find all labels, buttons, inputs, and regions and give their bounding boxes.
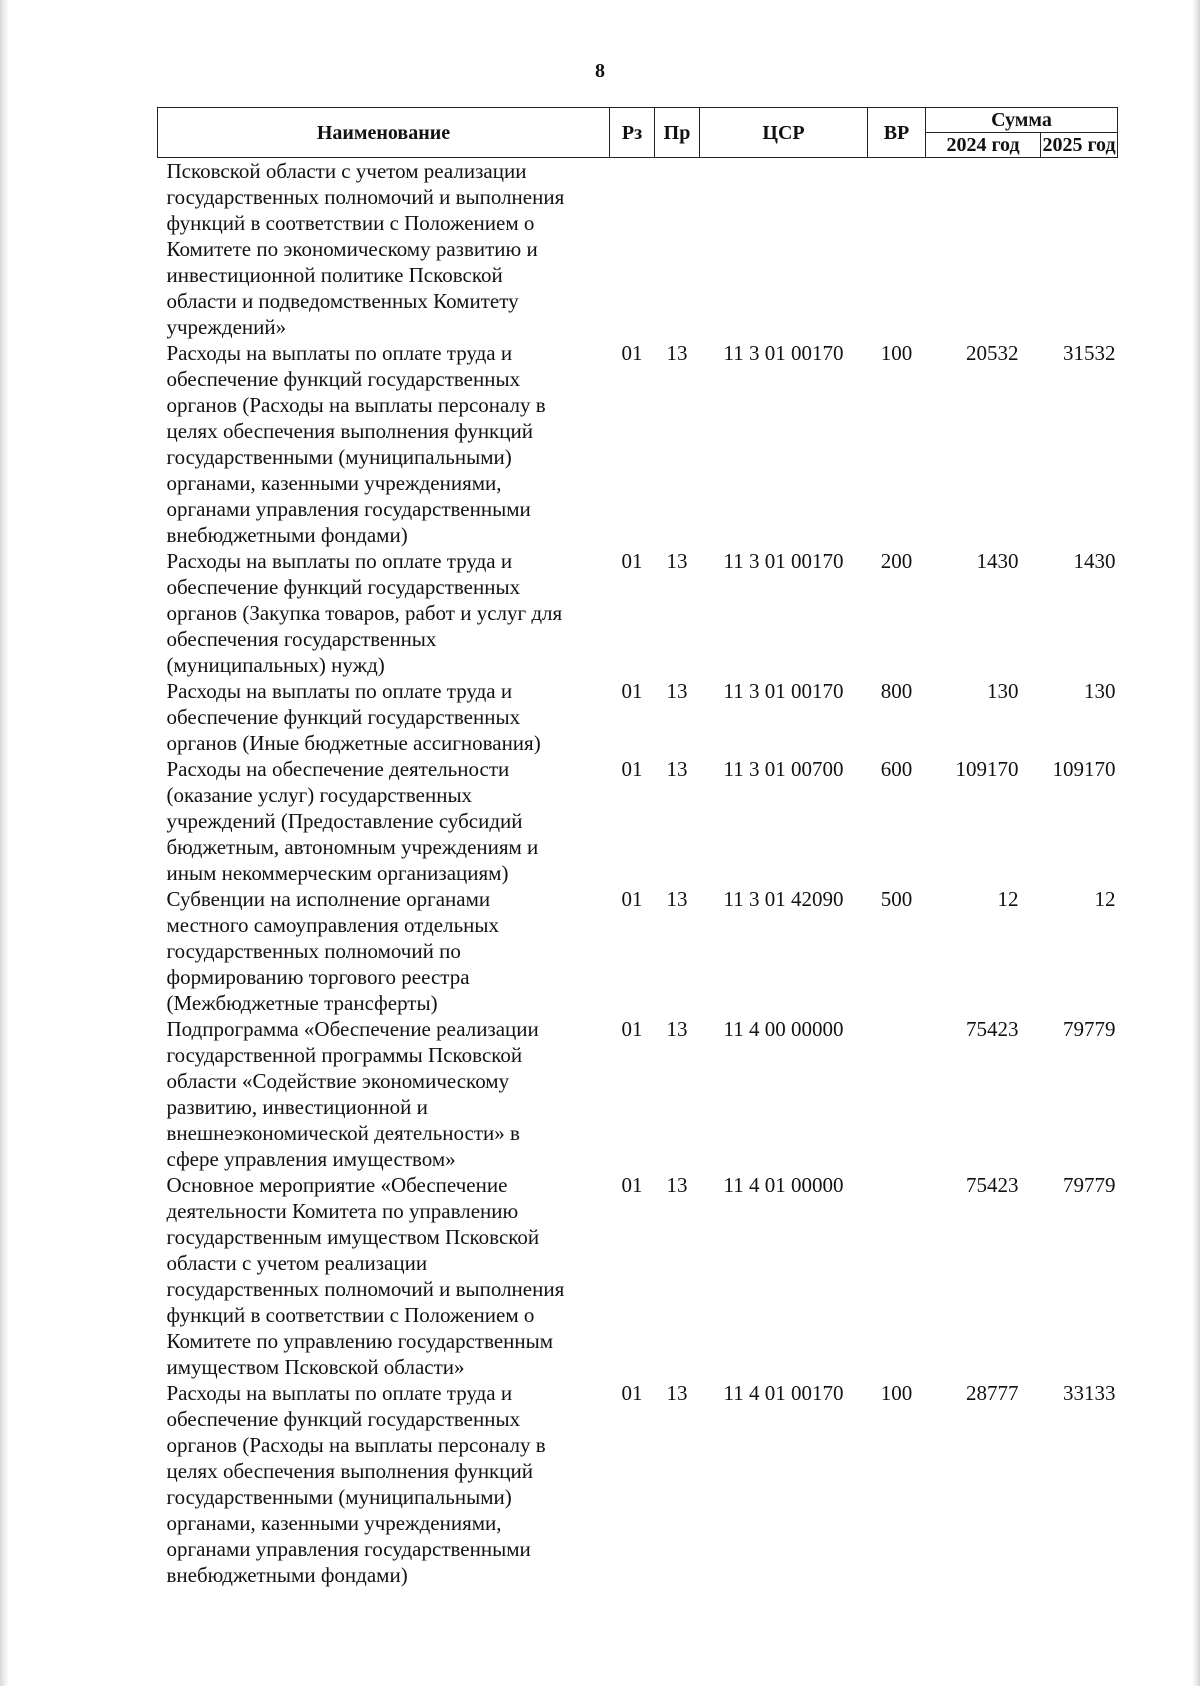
row-name: [158, 678, 610, 756]
row-name-text: Расходы на выплаты по оплате труда и обеспечение функций государственных органов (Закупка товаров, работ и услуг для обеспечения государственных (муниципальных) нужд): [166, 549, 563, 677]
row-pr: 13: [666, 1173, 688, 1197]
row-pr: 13: [666, 1381, 688, 1405]
row-pr: 13: [666, 887, 688, 911]
table-row: [158, 1172, 1118, 1380]
row-csr: 11 3 01 42090: [723, 887, 844, 911]
row-sum-2025: [1041, 158, 1118, 341]
row-csr: 11 4 00 00000: [723, 1017, 844, 1041]
row-name-text: Расходы на выплаты по оплате труда и обеспечение функций государственных органов (Иные бюджетные ассигнования): [166, 679, 541, 755]
table-row: [158, 340, 1118, 548]
row-vr: 100: [880, 341, 913, 365]
row-rz: 01: [621, 887, 643, 911]
header-year-2024: 2024 год: [926, 133, 1041, 158]
row-name: [158, 548, 610, 678]
table-header: [158, 108, 1118, 158]
row-rz: [610, 158, 655, 341]
row-name: [158, 1016, 610, 1172]
table-row: [158, 886, 1118, 1016]
row-name: [158, 1172, 610, 1380]
header-pr: Пр: [655, 108, 700, 158]
row-sum-2025: 79779: [1063, 1173, 1116, 1197]
row-sum-2024: 20532: [966, 341, 1019, 365]
row-sum-2024: 1430: [976, 549, 1019, 573]
row-name: [158, 158, 610, 341]
row-pr: 13: [666, 549, 688, 573]
table-row: [158, 678, 1118, 756]
row-name-text: Расходы на выплаты по оплате труда и обеспечение функций государственных органов (Расходы на выплаты персоналу в целях обеспечения выполнения функций государственными (муниципальными) органами, казенными учреждениями, органами управления государственными внебюджетными фондами): [166, 1381, 546, 1587]
row-sum-2025: 33133: [1063, 1381, 1116, 1405]
scan-edge-right: [1192, 0, 1200, 1686]
row-csr: 11 4 01 00000: [723, 1173, 844, 1197]
row-pr: 13: [666, 341, 688, 365]
row-name-text: Расходы на выплаты по оплате труда и обеспечение функций государственных органов (Расходы на выплаты персоналу в целях обеспечения выполнения функций государственными (муниципальными) органами, казенными учреждениями, органами управления государственными внебюджетными фондами): [166, 341, 546, 547]
row-vr: [868, 1016, 926, 1172]
row-name-text: Основное мероприятие «Обеспечение деятельности Комитета по управлению государственным имуществом Псковской области с учетом реализации государственных полномочий и выполнения функций в соответствии с Положением о Комитете по управлению государственным имуществом Псковской области»: [166, 1173, 565, 1379]
row-sum-2025: 1430: [1073, 549, 1116, 573]
row-sum-2025: 79779: [1063, 1017, 1116, 1041]
table-row: [158, 756, 1118, 886]
row-name: [158, 886, 610, 1016]
table-row: [158, 158, 1118, 341]
row-rz: 01: [621, 1173, 643, 1197]
row-rz: 01: [621, 1017, 643, 1041]
row-vr: 800: [880, 679, 913, 703]
row-rz: 01: [621, 757, 643, 781]
row-pr: 13: [666, 679, 688, 703]
row-name: [158, 340, 610, 548]
row-vr: 100: [880, 1381, 913, 1405]
row-vr: 500: [880, 887, 913, 911]
budget-table: [157, 107, 1118, 1588]
table-row: [158, 1380, 1118, 1588]
row-sum-2024: 130: [987, 679, 1019, 703]
page-number: 8: [595, 60, 605, 82]
header-sum: Сумма: [926, 108, 1118, 133]
row-sum-2024: 109170: [955, 757, 1019, 781]
row-vr: 600: [880, 757, 913, 781]
row-pr: [655, 158, 700, 341]
header-vr: ВР: [868, 108, 926, 158]
row-sum-2024: 75423: [966, 1173, 1019, 1197]
row-sum-2024: [926, 158, 1041, 341]
row-csr: 11 3 01 00170: [723, 679, 844, 703]
header-name: Наименование: [158, 108, 610, 158]
row-sum-2024: 75423: [966, 1017, 1019, 1041]
row-name-text: Субвенции на исполнение органами местного самоуправления отдельных государственных полномочий по формированию торгового реестра (Межбюджетные трансферты): [166, 887, 500, 1015]
row-rz: 01: [621, 341, 643, 365]
row-sum-2025: 130: [1084, 679, 1116, 703]
row-csr: 11 3 01 00700: [723, 757, 844, 781]
row-csr: 11 3 01 00170: [723, 341, 844, 365]
row-name-text: Подпрограмма «Обеспечение реализации государственной программы Псковской области «Содействие экономическому развитию, инвестиционной и внешнеэкономической деятельности» в сфере управления имуществом»: [166, 1017, 539, 1171]
row-name-text: Псковской области с учетом реализации государственных полномочий и выполнения функций в соответствии с Положением о Комитете по экономическому развитию и инвестиционной политике Псковской области и подведомственных Комитету учреждений»: [166, 159, 565, 339]
row-rz: 01: [621, 679, 643, 703]
table-body: [158, 158, 1118, 1589]
header-csr: ЦСР: [700, 108, 868, 158]
scan-edge-left: [0, 0, 9, 1686]
header-year-2025: 2025 год: [1042, 134, 1116, 156]
table-row: [158, 1016, 1118, 1172]
row-sum-2024: 12: [997, 887, 1019, 911]
row-pr: 13: [666, 1017, 688, 1041]
row-vr: 200: [880, 549, 913, 573]
row-csr: 11 4 01 00170: [723, 1381, 844, 1405]
header-rz: Рз: [610, 108, 655, 158]
row-rz: 01: [621, 1381, 643, 1405]
row-vr: [868, 158, 926, 341]
row-vr: [868, 1172, 926, 1380]
row-rz: 01: [621, 549, 643, 573]
row-sum-2025: 12: [1094, 887, 1116, 911]
row-name: [158, 756, 610, 886]
row-sum-2024: 28777: [966, 1381, 1019, 1405]
row-pr: 13: [666, 757, 688, 781]
row-csr: [700, 158, 868, 341]
row-sum-2025: 109170: [1052, 757, 1116, 781]
row-csr: 11 3 01 00170: [723, 549, 844, 573]
row-sum-2025: 31532: [1063, 341, 1116, 365]
row-name: [158, 1380, 610, 1588]
row-name-text: Расходы на обеспечение деятельности (оказание услуг) государственных учреждений (Предоставление субсидий бюджетным, автономным учреждениям и иным некоммерческим организациям): [166, 757, 539, 885]
table-row: [158, 548, 1118, 678]
